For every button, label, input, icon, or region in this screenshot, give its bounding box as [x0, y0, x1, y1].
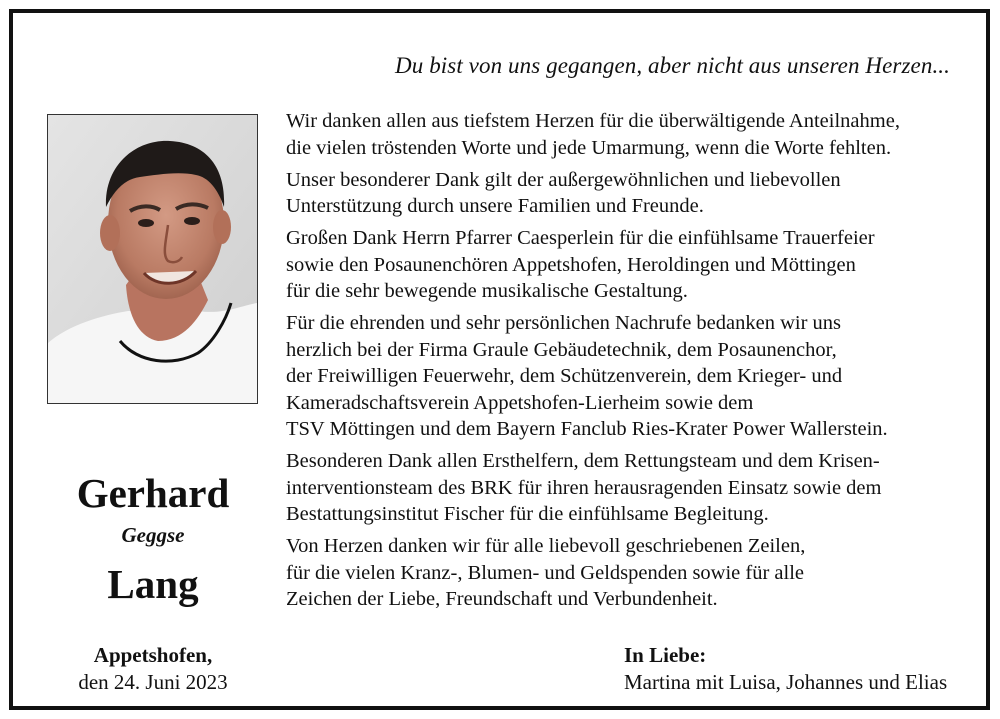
text-line: TSV Möttingen und dem Bayern Fanclub Ries-Krater Power Wallerstein. — [286, 418, 888, 440]
text-line: Zeichen der Liebe, Freundschaft und Verbundenheit. — [286, 588, 718, 610]
notice-frame — [9, 9, 990, 710]
signature-names: Martina mit Luisa, Johannes und Elias — [624, 670, 948, 694]
motto-text: Du bist von uns gegangen, aber nicht aus unseren Herzen... — [395, 53, 950, 78]
text-line: Großen Dank Herrn Pfarrer Caesperlein für die einfühlsame Trauerfeier — [286, 227, 875, 249]
thanks-text — [286, 108, 976, 618]
text-line: sowie den Posaunenchören Appetshofen, Heroldingen und Möttingen — [286, 253, 856, 276]
deceased-nickname: Geggse — [121, 523, 185, 547]
deceased-last-name: Lang — [107, 561, 199, 607]
text-line: Für die ehrenden und sehr persönlichen Nachrufe bedanken wir uns — [286, 312, 842, 334]
text-line: Unser besonderer Dank gilt der außergewöhnlichen und liebevollen — [286, 168, 841, 191]
text-line: Unterstützung durch unsere Familien und Freunde. — [286, 195, 704, 217]
paragraph-thanks-helpers — [286, 448, 976, 528]
paragraph-thanks-obituaries — [286, 310, 976, 443]
place-of-residence: Appetshofen, — [93, 643, 213, 667]
text-line: der Freiwilligen Feuerwehr, dem Schützenverein, dem Krieger- und — [286, 365, 843, 387]
text-line: Besonderen Dank allen Ersthelfern, dem Rettungsteam und dem Krisen- — [286, 450, 880, 472]
portrait-illustration — [48, 115, 257, 403]
text-line: für die vielen Kranz-, Blumen- und Geldspenden sowie für alle — [286, 561, 805, 584]
notice-date: den 24. Juni 2023 — [78, 670, 228, 694]
portrait-photo — [47, 114, 258, 404]
text-line: Wir danken allen aus tiefstem Herzen für die überwältigende Anteilnahme, — [286, 110, 900, 132]
paragraph-thanks-service — [286, 225, 976, 305]
paragraph-thanks-general — [286, 108, 976, 161]
text-line: herzlich bei der Firma Graule Gebäudetechnik, dem Posaunenchor, — [286, 338, 837, 361]
text-line: interventionsteam des BRK für ihren herausragenden Einsatz sowie dem — [286, 476, 882, 499]
text-line: Von Herzen danken wir für alle liebevoll geschriebenen Zeilen, — [286, 535, 806, 557]
paragraph-thanks-condolences — [286, 533, 976, 613]
deceased-first-name: Gerhard — [76, 470, 230, 516]
paragraph-thanks-family — [286, 167, 976, 220]
text-line: für die sehr bewegende musikalische Gestaltung. — [286, 280, 688, 302]
signature-label: In Liebe: — [624, 643, 707, 667]
text-line: Bestattungsinstitut Fischer für die einfühlsame Begleitung. — [286, 503, 769, 525]
text-line: Kameradschaftsverein Appetshofen-Lierheim sowie dem — [286, 391, 754, 414]
text-line: die vielen tröstenden Worte und jede Umarmung, wenn die Worte fehlten. — [286, 136, 892, 159]
